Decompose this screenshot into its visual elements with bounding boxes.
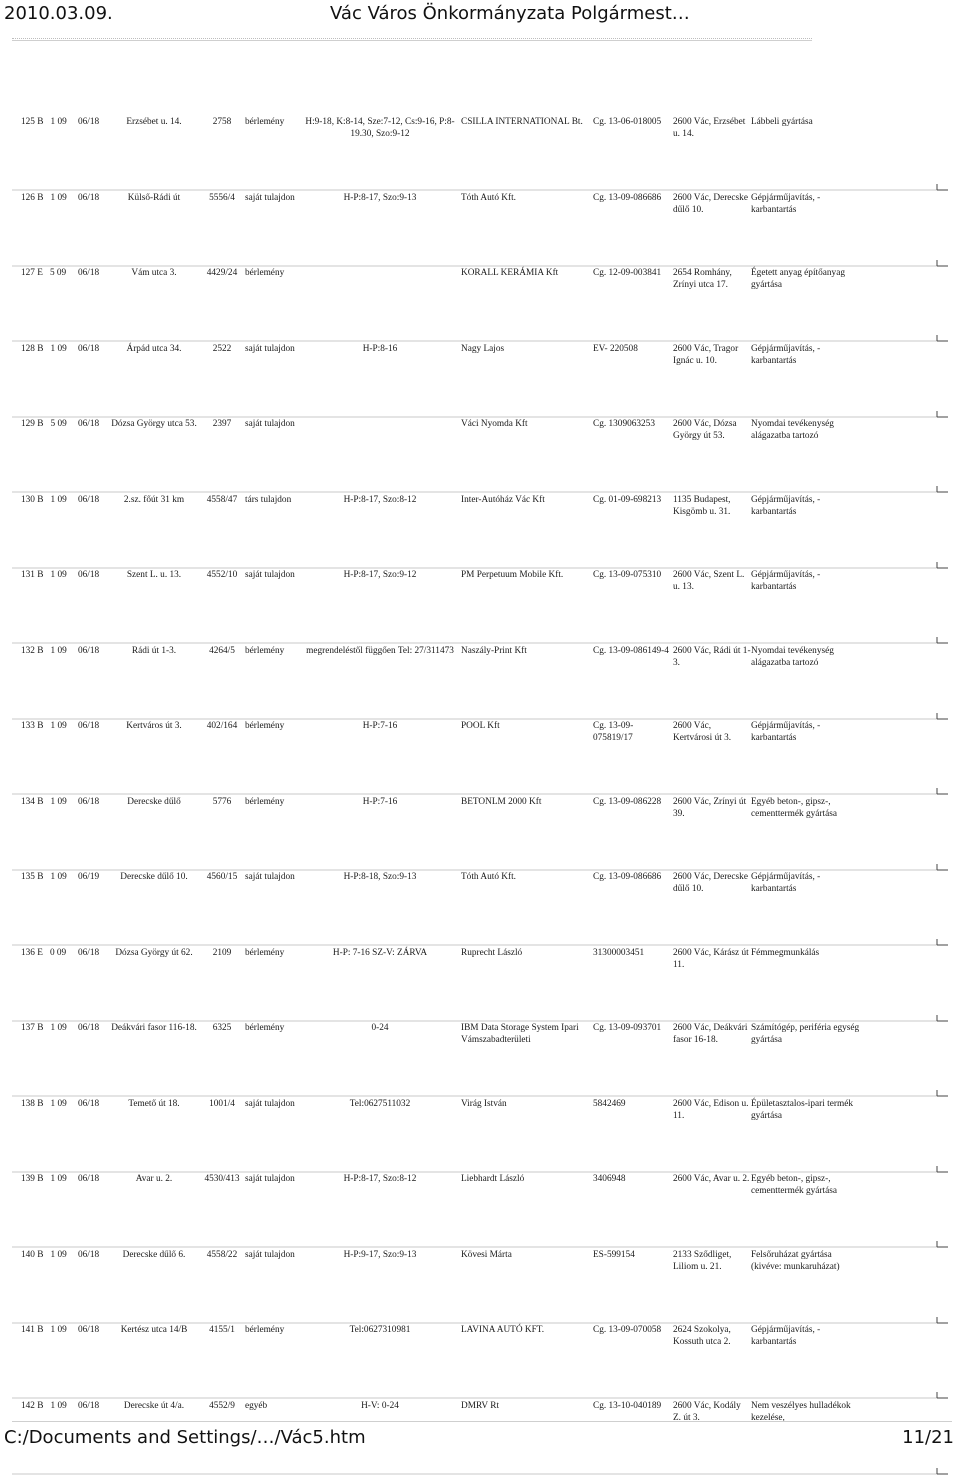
table-row [0,569,960,609]
row-lot-number: 4155/1 [209,1325,235,1335]
row-seat: 2600 Vác, Kertvárosi út 3. [673,721,732,743]
row-number: 135 B [21,872,44,882]
row-address: Derecske dűlő [127,796,181,807]
row-lot-number: 4429/24 [206,268,238,278]
row-lot-number: 4264/5 [209,645,235,656]
table-row [0,947,960,987]
table-row [0,267,960,307]
row-date: 06/18 [78,1400,100,1411]
row-number: 137 B [21,1023,44,1033]
row-ownership: saját tulajdon [245,1098,295,1109]
row-code: 1 09 [50,343,67,354]
row-seat: 2600 Vác, Rádi út 1-3. [673,645,751,668]
footer-divider [12,1421,952,1422]
row-opening-hours: 0-24 [371,1023,389,1033]
table-row [0,871,960,911]
row-company: KORALL KERÁMIA Kft [461,268,559,278]
row-address: Árpád utca 34. [126,343,182,354]
row-code: 1 09 [50,1400,67,1411]
row-company: PM Perpetuum Mobile Kft. [461,570,564,580]
row-activity: Épületasztalos-ipari termék gyártása [751,1098,853,1121]
row-code: 1 09 [50,872,67,882]
row-date: 06/18 [78,494,100,505]
row-activity: Gépjárműjavítás, -karbantartás [751,343,821,366]
row-opening-hours: H-P:8-16 [362,343,398,354]
row-lot-number: 4560/15 [206,872,238,882]
row-seat: 2654 Romhány, Zrínyi utca 17. [673,268,732,290]
row-registration: Cg. 13-09-086686 [593,872,662,882]
row-number: 125 B [21,117,44,127]
row-lot-number: 2397 [212,419,232,429]
row-company: Liebhardt László [461,1174,525,1184]
row-separator-mark [0,1465,960,1477]
row-activity: Nyomdai tevékenység alágazatba tartozó [751,645,834,668]
row-ownership: bérlemény [245,645,285,656]
row-company: POOL Kft [461,721,500,731]
row-date: 06/18 [78,419,100,429]
row-opening-hours: H-P:7-16 [362,721,398,731]
row-number: 128 B [21,343,44,354]
row-code: 1 09 [50,1023,67,1033]
row-code: 0 09 [49,947,67,958]
row-activity: Nem veszélyes hulladékok kezelése, [751,1400,851,1423]
row-registration: Cg. 13-09-086228 [593,796,662,807]
row-company: Tóth Autó Kft. [461,192,517,203]
table-row [0,1324,960,1364]
row-opening-hours: H-P:9-17, Szo:9-13 [343,1249,417,1260]
row-date: 06/18 [78,117,100,127]
row-registration: Cg. 13-09-070058 [593,1325,662,1335]
row-seat: 2600 Vác, Szent L. u. 13. [673,570,745,592]
row-activity: Gépjárműjavítás, -karbantartás [751,721,821,743]
row-lot-number: 4530/413 [204,1174,240,1184]
row-activity: Gépjárműjavítás, -karbantartás [751,192,821,215]
row-company: CSILLA INTERNATIONAL Bt. [461,117,583,127]
row-seat: 2133 Sződliget, Liliom u. 21. [673,1249,732,1272]
header-dotted-divider [12,38,812,39]
row-address: Derecske út 4/a. [123,1400,185,1411]
row-code: 1 09 [50,570,67,580]
row-date: 06/18 [78,192,100,203]
row-date: 06/18 [78,570,100,580]
row-ownership: bérlemény [245,1023,285,1033]
row-activity: Fémmegmunkálás [751,947,820,958]
row-activity: Felsőruházat gyártása (kivéve: munkaruházat) [751,1249,840,1272]
row-seat: 2600 Vác, Edison u. 11. [673,1098,749,1121]
table-row [0,116,960,156]
row-registration: Cg. 13-09-093701 [593,1023,662,1033]
row-activity: Gépjárműjavítás, -karbantartás [751,1325,821,1347]
row-activity: Egyéb beton-, gipsz-, cementtermék gyártása [751,796,837,819]
row-registration: Cg. 1309063253 [593,419,655,429]
row-code: 1 09 [50,721,67,731]
row-address: Erzsébet u. 14. [126,117,182,127]
row-activity: Gépjárműjavítás, -karbantartás [751,570,821,592]
row-ownership: egyéb [245,1400,268,1411]
row-lot-number: 402/164 [206,721,238,731]
row-company: Naszály-Print Kft [461,645,527,656]
row-code: 1 09 [50,1174,67,1184]
row-company: BETONLM 2000 Kft [461,796,542,807]
row-activity: Lábbeli gyártása [751,117,813,127]
row-date: 06/18 [78,721,100,731]
row-ownership: saját tulajdon [245,1249,295,1260]
row-company: Inter-Autóház Vác Kft [461,494,545,505]
row-number: 138 B [21,1098,44,1109]
row-seat: 2600 Vác, Erzsébet u. 14. [673,117,746,139]
row-address: Derecske dűlő 10. [120,872,188,882]
row-address: Vám utca 3. [131,268,177,278]
row-company: Virág István [461,1098,507,1109]
row-opening-hours: H-P:7-16 [362,796,398,807]
row-opening-hours: H-P:8-17, Szo:9-12 [343,570,417,580]
row-opening-hours: H-P:8-18, Szo:9-13 [343,872,417,882]
row-seat: 2624 Szokolya, Kossuth utca 2. [673,1325,731,1347]
row-number: 127 E [21,268,43,278]
row-number: 134 B [21,796,44,807]
row-registration: Cg. 13-09-075819/17 [593,721,634,743]
table-row [0,1249,960,1289]
row-registration: Cg. 13-10-040189 [593,1400,662,1411]
row-opening-hours: H-P:8-17, Szo:8-12 [343,494,417,505]
row-address: Kertész utca 14/B [120,1325,188,1335]
row-ownership: saját tulajdon [245,570,295,580]
row-code: 1 09 [50,1098,67,1109]
row-number: 139 B [21,1174,44,1184]
row-address: Dózsa György utca 53. [111,419,197,429]
row-address: Kertváros út 3. [126,721,182,731]
header-title: Vác Város Önkormányzata Polgármest… [330,3,690,24]
row-date: 06/18 [78,343,100,354]
row-address: Deákvári fasor 116-18. [111,1023,197,1033]
row-number: 141 B [21,1325,44,1335]
row-registration: Cg. 13-09-086149-4 [593,645,669,656]
row-code: 1 09 [50,645,67,656]
table-row [0,192,960,232]
row-seat: 2600 Vác, Deákvári fasor 16-18. [673,1023,748,1045]
row-seat: 2600 Vác, Kodály Z. út 3. [673,1400,741,1423]
row-lot-number: 4552/10 [206,570,238,580]
row-date: 06/18 [78,796,100,807]
table-row [0,418,960,458]
row-ownership: bérlemény [245,796,285,807]
row-opening-hours: H-P:8-17, Szo:8-12 [343,1174,417,1184]
row-number: 133 B [21,721,44,731]
row-lot-number: 1001/4 [209,1098,235,1109]
row-company: IBM Data Storage System Ipari Vámszabadterületi [461,1023,579,1045]
row-registration: EV- 220508 [593,343,638,354]
row-registration: Cg. 13-09-075310 [593,570,662,580]
row-registration: 3406948 [593,1174,626,1184]
row-number: 136 E [21,947,43,958]
row-code: 5 09 [50,419,67,429]
row-registration: 31300003451 [593,947,645,958]
row-address: Külső-Rádi út [127,192,181,203]
row-company: Ruprecht László [461,947,523,958]
row-number: 132 B [21,645,44,656]
row-lot-number: 4558/22 [206,1249,238,1260]
row-code: 1 09 [50,796,67,807]
row-address: Dózsa György út 62. [115,947,193,958]
row-date: 06/18 [78,947,100,958]
row-activity: Égetett anyag építőanyag gyártása [751,268,845,290]
row-seat: 2600 Vác, Zrínyi út 39. [673,796,747,819]
row-number: 131 B [21,570,44,580]
row-activity: Gépjárműjavítás, -karbantartás [751,872,821,894]
row-lot-number: 4558/47 [206,494,238,505]
row-ownership: bérlemény [245,721,285,731]
row-number: 126 B [21,192,44,203]
header-date: 2010.03.09. [4,3,113,24]
table-row [0,1022,960,1062]
row-date: 06/18 [78,645,100,656]
row-lot-number: 2109 [212,947,232,958]
row-activity: Nyomdai tevékenység alágazatba tartozó [751,419,834,441]
row-seat: 1135 Budapest, Kisgömb u. 31. [673,494,731,517]
row-registration: Cg. 01-09-698213 [593,494,662,505]
row-address: Rádi út 1-3. [131,645,177,656]
row-activity: Egyéb beton-, gipsz-, cementtermék gyártása [751,1174,837,1196]
row-ownership: saját tulajdon [245,419,295,429]
row-date: 06/18 [78,1098,100,1109]
row-number: 142 B [21,1400,44,1411]
row-number: 130 B [21,494,44,505]
row-date: 06/18 [78,1325,100,1335]
row-address: Avar u. 2. [135,1174,173,1184]
row-number: 129 B [21,419,44,429]
row-opening-hours: H-P: 7-16 SZ-V: ZÁRVA [332,947,428,958]
row-lot-number: 2758 [212,117,232,127]
row-company: Nagy Lajos [461,343,505,354]
row-lot-number: 4552/9 [209,1400,235,1411]
row-ownership: saját tulajdon [245,872,295,882]
row-lot-number: 2522 [212,343,232,354]
table-row [0,1173,960,1213]
table-row [0,1098,960,1138]
footer-page-number: 11/21 [902,1427,954,1448]
row-seat: 2600 Vác, Avar u. 2. [673,1174,750,1184]
row-code: 1 09 [50,1249,67,1260]
table-row [0,494,960,534]
row-opening-hours: H-V: 0-24 [361,1400,399,1411]
row-code: 5 09 [49,268,67,278]
row-ownership: saját tulajdon [245,1174,295,1184]
table-row [0,343,960,383]
row-registration: 5842469 [593,1098,626,1109]
row-registration: Cg. 12-09-003841 [593,268,662,278]
row-seat: 2600 Vác, Kárász út 11. [673,947,749,970]
row-date: 06/19 [78,872,100,882]
row-date: 06/18 [78,1023,100,1033]
row-seat: 2600 Vác, Derecske dűlő 10. [673,872,748,894]
row-date: 06/18 [78,1174,100,1184]
row-lot-number: 6325 [212,1023,232,1033]
table-row [0,645,960,685]
row-registration: ES-599154 [593,1249,635,1260]
row-ownership: társ tulajdon [245,494,292,505]
row-seat: 2600 Vác, Derecske dűlő 10. [673,192,748,215]
row-opening-hours: Tel:0627511032 [349,1098,411,1109]
row-opening-hours: H:9-18, K:8-14, Sze:7-12, Cs:9-16, P:8-19.30, Szo:9-12 [305,117,455,139]
row-company: Kövesi Márta [461,1249,512,1260]
row-address: Szent L. u. 13. [126,570,182,580]
row-date: 06/18 [78,268,100,278]
row-address: 2.sz. főút 31 km [123,494,185,505]
row-ownership: bérlemény [245,268,285,278]
row-ownership: saját tulajdon [245,192,295,203]
row-code: 1 09 [50,1325,67,1335]
row-code: 1 09 [50,192,67,203]
row-activity: Gépjárműjavítás, -karbantartás [751,494,821,517]
row-lot-number: 5776 [212,796,232,807]
row-ownership: bérlemény [245,947,285,958]
row-address: Derecske dűlő 6. [122,1249,186,1260]
row-company: DMRV Rt [461,1400,500,1411]
row-registration: Cg. 13-09-086686 [593,192,662,203]
row-registration: Cg. 13-06-018005 [593,117,662,127]
header-divider [12,40,812,41]
table-row [0,796,960,836]
row-ownership: bérlemény [245,1325,285,1335]
row-ownership: bérlemény [245,117,285,127]
row-company: Váci Nyomda Kft [461,419,528,429]
row-opening-hours: H-P:8-17, Szo:9-13 [343,192,417,203]
row-code: 1 09 [50,117,67,127]
row-company: Tóth Autó Kft. [461,872,517,882]
row-date: 06/18 [78,1249,100,1260]
row-seat: 2600 Vác, Tragor Ignác u. 10. [673,343,739,366]
row-opening-hours: megrendeléstől függően Tel: 27/311473 [306,645,454,656]
row-company: LAVINA AUTÓ KFT. [461,1325,545,1335]
table-row [0,720,960,760]
row-lot-number: 5556/4 [209,192,235,203]
row-code: 1 09 [50,494,67,505]
row-address: Temető út 18. [128,1098,180,1109]
footer-file-path: C:/Documents and Settings/…/Vác5.htm [4,1427,366,1448]
row-activity: Számítógép, periféria egység gyártása [751,1023,860,1045]
row-opening-hours: Tel:0627310981 [349,1325,411,1335]
row-seat: 2600 Vác, Dózsa György út 53. [673,419,737,441]
row-ownership: saját tulajdon [245,343,295,354]
row-number: 140 B [21,1249,44,1260]
